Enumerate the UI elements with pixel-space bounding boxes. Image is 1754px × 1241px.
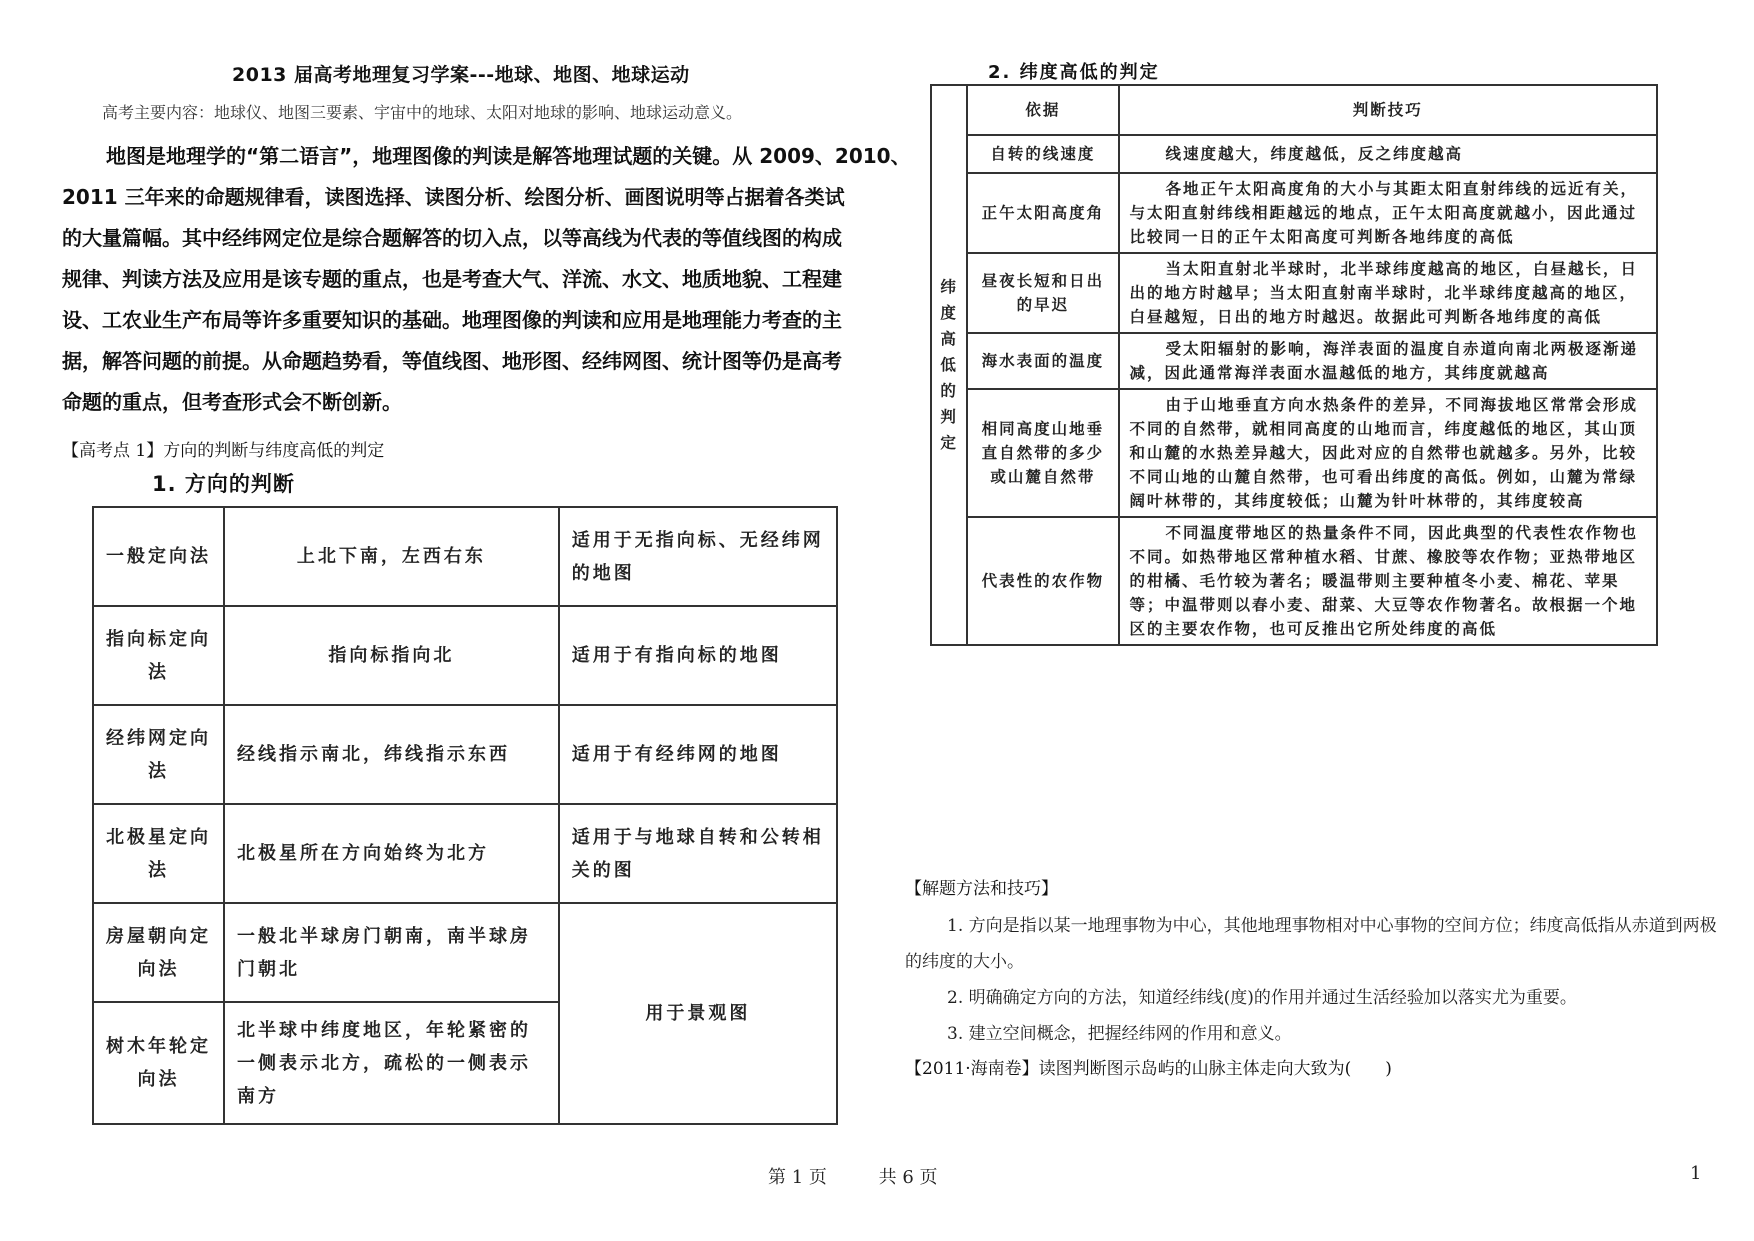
header-skill: 判断技巧 [1119,85,1657,135]
description-cell: 一般北半球房门朝南，南半球房门朝北 [224,903,559,1002]
table-row [93,606,837,705]
description-cell: 北极星所在方向始终为北方 [224,804,559,903]
skill-text: 当太阳直射北半球时，北半球纬度越高的地区，白昼越长，日出的地方时越早；当太阳直射南半球时，北半球纬度越高的地区，白昼越短，日出的地方时越迟。故据此可判断各地纬度的高低 [1129,260,1639,326]
exam-main-content: 高考主要内容：地球仪、地图三要素、宇宙中的地球、太阳对地球的影响、地球运动意义。 [102,103,743,122]
skill-cell [1119,173,1657,253]
skill-text: 受太阳辐射的影响，海洋表面的温度自赤道向南北两极逐渐递减，因此通常海洋表面水温越低的地方，其纬度就越高 [1129,340,1639,382]
skill-text: 各地正午太阳高度角的大小与其距太阳直射纬线的远近有关，与太阳直射纬线相距越远的地点，正午太阳高度就越小，因此通过比较同一日的正午太阳高度可判断各地纬度的高低 [1129,180,1639,246]
exam-question: 【2011·海南卷】读图判断图示岛屿的山脉主体走向大致为( ) [905,1059,1392,1079]
method-cell: 一般定向法 [93,507,224,606]
page-footer [768,1163,984,1189]
method-cell: 指向标定向法 [93,606,224,705]
table-header-row [931,85,1657,135]
intro-line: 命题的重点，但考查形式会不断创新。 [62,390,402,414]
table-row [931,253,1657,333]
header-basis: 依据 [967,85,1118,135]
method-cell: 北极星定向法 [93,804,224,903]
tips-title: 【解题方法和技巧】 [905,879,1058,899]
intro-line: 的大量篇幅。其中经纬网定位是综合题解答的切入点，以等高线为代表的等值线图的构成 [62,226,842,250]
intro-line: 2011 三年来的命题规律看，读图选择、读图分析、绘图分析、画图说明等占据着各类试 [62,185,845,209]
tips-list [905,908,1720,1052]
tip-item: 2. 明确确定方向的方法，知道经纬线(度)的作用并通过生活经验加以落实尤为重要。 [947,988,1577,1008]
usage-cell: 适用于有指向标的地图 [559,606,837,705]
intro-paragraph [62,136,918,423]
basis-cell: 昼夜长短和日出的早迟 [967,253,1118,333]
skill-cell [1119,389,1657,517]
keypoint-heading: 【高考点 1】方向的判断与纬度高低的判定 [62,441,385,461]
section-direction-title: 1. 方向的判断 [152,472,295,496]
method-cell: 房屋朝向定向法 [93,903,224,1002]
basis-cell: 正午太阳高度角 [967,173,1118,253]
skill-cell [1119,517,1657,645]
tip-item: 3. 建立空间概念，把握经纬网的作用和意义。 [947,1024,1292,1044]
table-row [931,389,1657,517]
basis-cell: 相同高度山地垂直自然带的多少或山麓自然带 [967,389,1118,517]
table-row [931,517,1657,645]
intro-line: 地图是地理学的“第二语言”，地理图像的判读是解答地理试题的关键。从 2009、2010、 [106,144,911,168]
basis-cell: 海水表面的温度 [967,333,1118,389]
side-label-text: 纬度高低的判定 [940,278,958,452]
table-row [93,903,837,1002]
skill-cell [1119,253,1657,333]
table-row [93,705,837,804]
table-row [931,135,1657,173]
table-row [93,804,837,903]
usage-cell-merged: 用于景观图 [559,903,837,1124]
method-cell: 树木年轮定向法 [93,1002,224,1124]
description-cell: 指向标指向北 [224,606,559,705]
usage-cell: 适用于无指向标、无经纬网的地图 [559,507,837,606]
description-cell: 经线指示南北，纬线指示东西 [224,705,559,804]
skill-text: 由于山地垂直方向水热条件的差异，不同海拔地区常常会形成不同的自然带，就相同高度的山地而言，纬度越低的地区，其山顶和山麓的水热差异越大，因此对应的自然带也就越多。另外，比较不同山地的山麓自然带，也可看出纬度的高低。例如，山麓为常绿阔叶林带的，其纬度较低；山麓为针叶林带的，其纬度较高 [1129,396,1639,510]
intro-line: 据，解答问题的前提。从命题趋势看，等值线图、地形图、经纬网图、统计图等仍是高考 [62,349,842,373]
table-row [931,173,1657,253]
section-latitude-title: 2. 纬度高低的判定 [988,62,1160,83]
description-cell: 上北下南，左西右东 [224,507,559,606]
skill-cell [1119,135,1657,173]
intro-line: 规律、判读方法及应用是该专题的重点，也是考查大气、洋流、水文、地质地貌、工程建 [62,267,842,291]
page-total: 共 6 页 [878,1167,938,1188]
page-current: 第 1 页 [768,1167,827,1188]
basis-cell: 代表性的农作物 [967,517,1118,645]
method-cell: 经纬网定向法 [93,705,224,804]
latitude-table [930,84,1658,646]
tip-item: 1. 方向是指以某一地理事物为中心，其他地理事物相对中心事物的空间方位；纬度高低指从赤道到两极的纬度的大小。 [905,916,1717,972]
intro-line: 设、工农业生产布局等许多重要知识的基础。地理图像的判读和应用是地理能力考查的主 [62,308,842,332]
skill-text: 不同温度带地区的热量条件不同，因此典型的代表性农作物也不同。如热带地区常种植水稻、甘蔗、橡胶等农作物；亚热带地区的柑橘、毛竹较为著名；暖温带则主要种植冬小麦、棉花、苹果等；中温带则以春小麦、甜菜、大豆等农作物著名。故根据一个地区的主要农作物，也可反推出它所处纬度的高低 [1129,524,1639,638]
usage-cell: 适用于有经纬网的地图 [559,705,837,804]
page-number: 1 [1690,1163,1702,1184]
side-label [931,85,967,645]
basis-cell: 自转的线速度 [967,135,1118,173]
description-cell: 北半球中纬度地区，年轮紧密的一侧表示北方，疏松的一侧表示南方 [224,1002,559,1124]
direction-table [92,506,838,1125]
table-row [93,507,837,606]
skill-cell [1119,333,1657,389]
page-title: 2013 届高考地理复习学案---地球、地图、地球运动 [232,64,690,86]
skill-text: 线速度越大，纬度越低，反之纬度越高 [1165,145,1464,163]
table-row [931,333,1657,389]
usage-cell: 适用于与地球自转和公转相关的图 [559,804,837,903]
